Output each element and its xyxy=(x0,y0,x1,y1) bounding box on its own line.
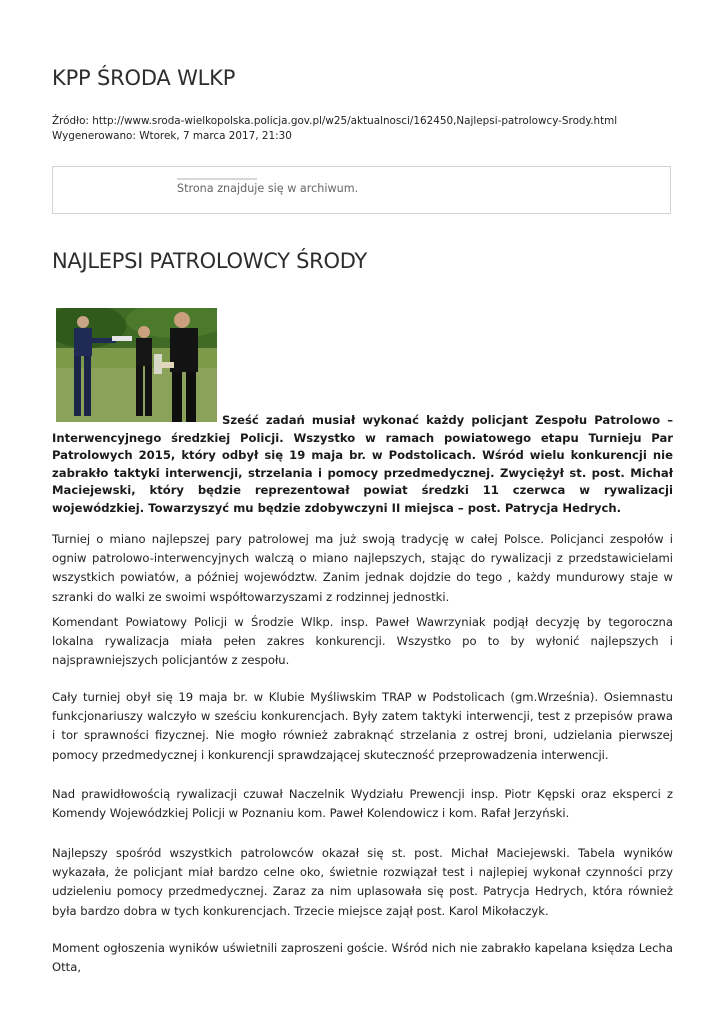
archive-notice: Strona znajduje się w archiwum. xyxy=(177,182,359,195)
article-paragraph-6: Moment ogłoszenia wyników uświetnili zaproszeni goście. Wśród nich nie zabrakło kapelana księdza Lecha Otta, xyxy=(52,941,673,975)
generated-line: Wygenerowano: Wtorek, 7 marca 2017, 21:30 xyxy=(52,129,292,142)
article-paragraph-5: Najlepszy spośród wszystkich patrolowców okazał się st. post. Michał Maciejewski. Tabela wyników wykazała, że policjant miał bardzo celne oko, świetnie rozwiązał test i najlepiej wykonał czynności przy udzieleniu pomocy przedmedycznej. Zaraz za nim uplasowała się post. Patrycja Hedrych, która również była bardzo dobra w tych konkurencjach. Trzecie miejsce zajął post. Karol Mikołaczyk. xyxy=(52,846,673,918)
source-meta xyxy=(52,114,617,143)
archive-divider xyxy=(177,178,257,180)
article-paragraph-2: Komendant Powiatowy Policji w Środzie Wlkp. insp. Paweł Wawrzyniak podjął decyzję by tegoroczna lokalna rywalizacja miała pełen zakres konkurencji. Wszystko po to by wyłonić najlepszych i najsprawniejszych policjantów z zespołu. xyxy=(52,615,673,668)
article-paragraph-3: Cały turniej obył się 19 maja br. w Klubie Myśliwskim TRAP w Podstolicach (gm.Września). Osiemnastu funkcjonariuszy walczyło w sześciu konkurencjach. Były zatem taktyki interwencji, test z przepisów prawa i tor sprawności fizycznej. Nie mogło również zabraknąć strzelania z ostrej broni, udzielania pierwszej pomocy przedmedycznej i konkurencji sprawdzającej skuteczność przeprowadzenia interwencji. xyxy=(52,690,673,762)
article-title: NAJLEPSI PATROLOWCY ŚRODY xyxy=(52,249,367,273)
archive-notice-box xyxy=(52,166,671,214)
source-line: Źródło: http://www.sroda-wielkopolska.policja.gov.pl/w25/aktualnosci/162450,Najlepsi-patrolowcy-Srody.html xyxy=(52,115,618,127)
site-title: KPP ŚRODA WLKP xyxy=(52,66,236,90)
lead-text: Sześć zadań musiał wykonać każdy policjant Zespołu Patrolowo – Interwencyjnego średzkiej Policji. Wszystko w ramach powiatowego etapu Turnieju Par Patrolowych 2015, który odbył się 19 maja br. w Podstolicach. Wśród wielu konkurencji nie zabrakło taktyki interwencji, strzelania i pomocy przedmedycznej. Zwyciężył st. post. Michał Maciejewski, który będzie reprezentował powiat średzki 11 czerwca w rywalizacji wojewódzkiej. Towarzyszyć mu będzie zdobywczyni II miejsca – post. Patrycja Hedrych. xyxy=(52,413,673,515)
article-photo xyxy=(56,308,217,422)
article-lead xyxy=(52,412,673,517)
article-paragraph-4: Nad prawidłowością rywalizacji czuwał Naczelnik Wydziału Prewencji insp. Piotr Kępski oraz eksperci z Komendy Wojewódzkiej Policji w Poznaniu kom. Paweł Kolendowicz i kom. Rafał Jerzyński. xyxy=(52,787,673,821)
article-paragraph-1: Turniej o miano najlepszej pary patrolowej ma już swoją tradycję w całej Polsce. Policjanci zespołów i ogniw patrolowo-interwencyjnych walczą o miano najlepszych, stając do rywalizacji z przedstawicielami wszystkich powiatów, a później województw. Zanim jednak dojdzie do tego , każdy mundurowy staje w szranki do walki ze swoimi współtowarzyszami z rodzinnej jednostki. xyxy=(52,532,673,604)
award-photo-illustration xyxy=(56,308,217,422)
lead-indent xyxy=(52,423,222,424)
